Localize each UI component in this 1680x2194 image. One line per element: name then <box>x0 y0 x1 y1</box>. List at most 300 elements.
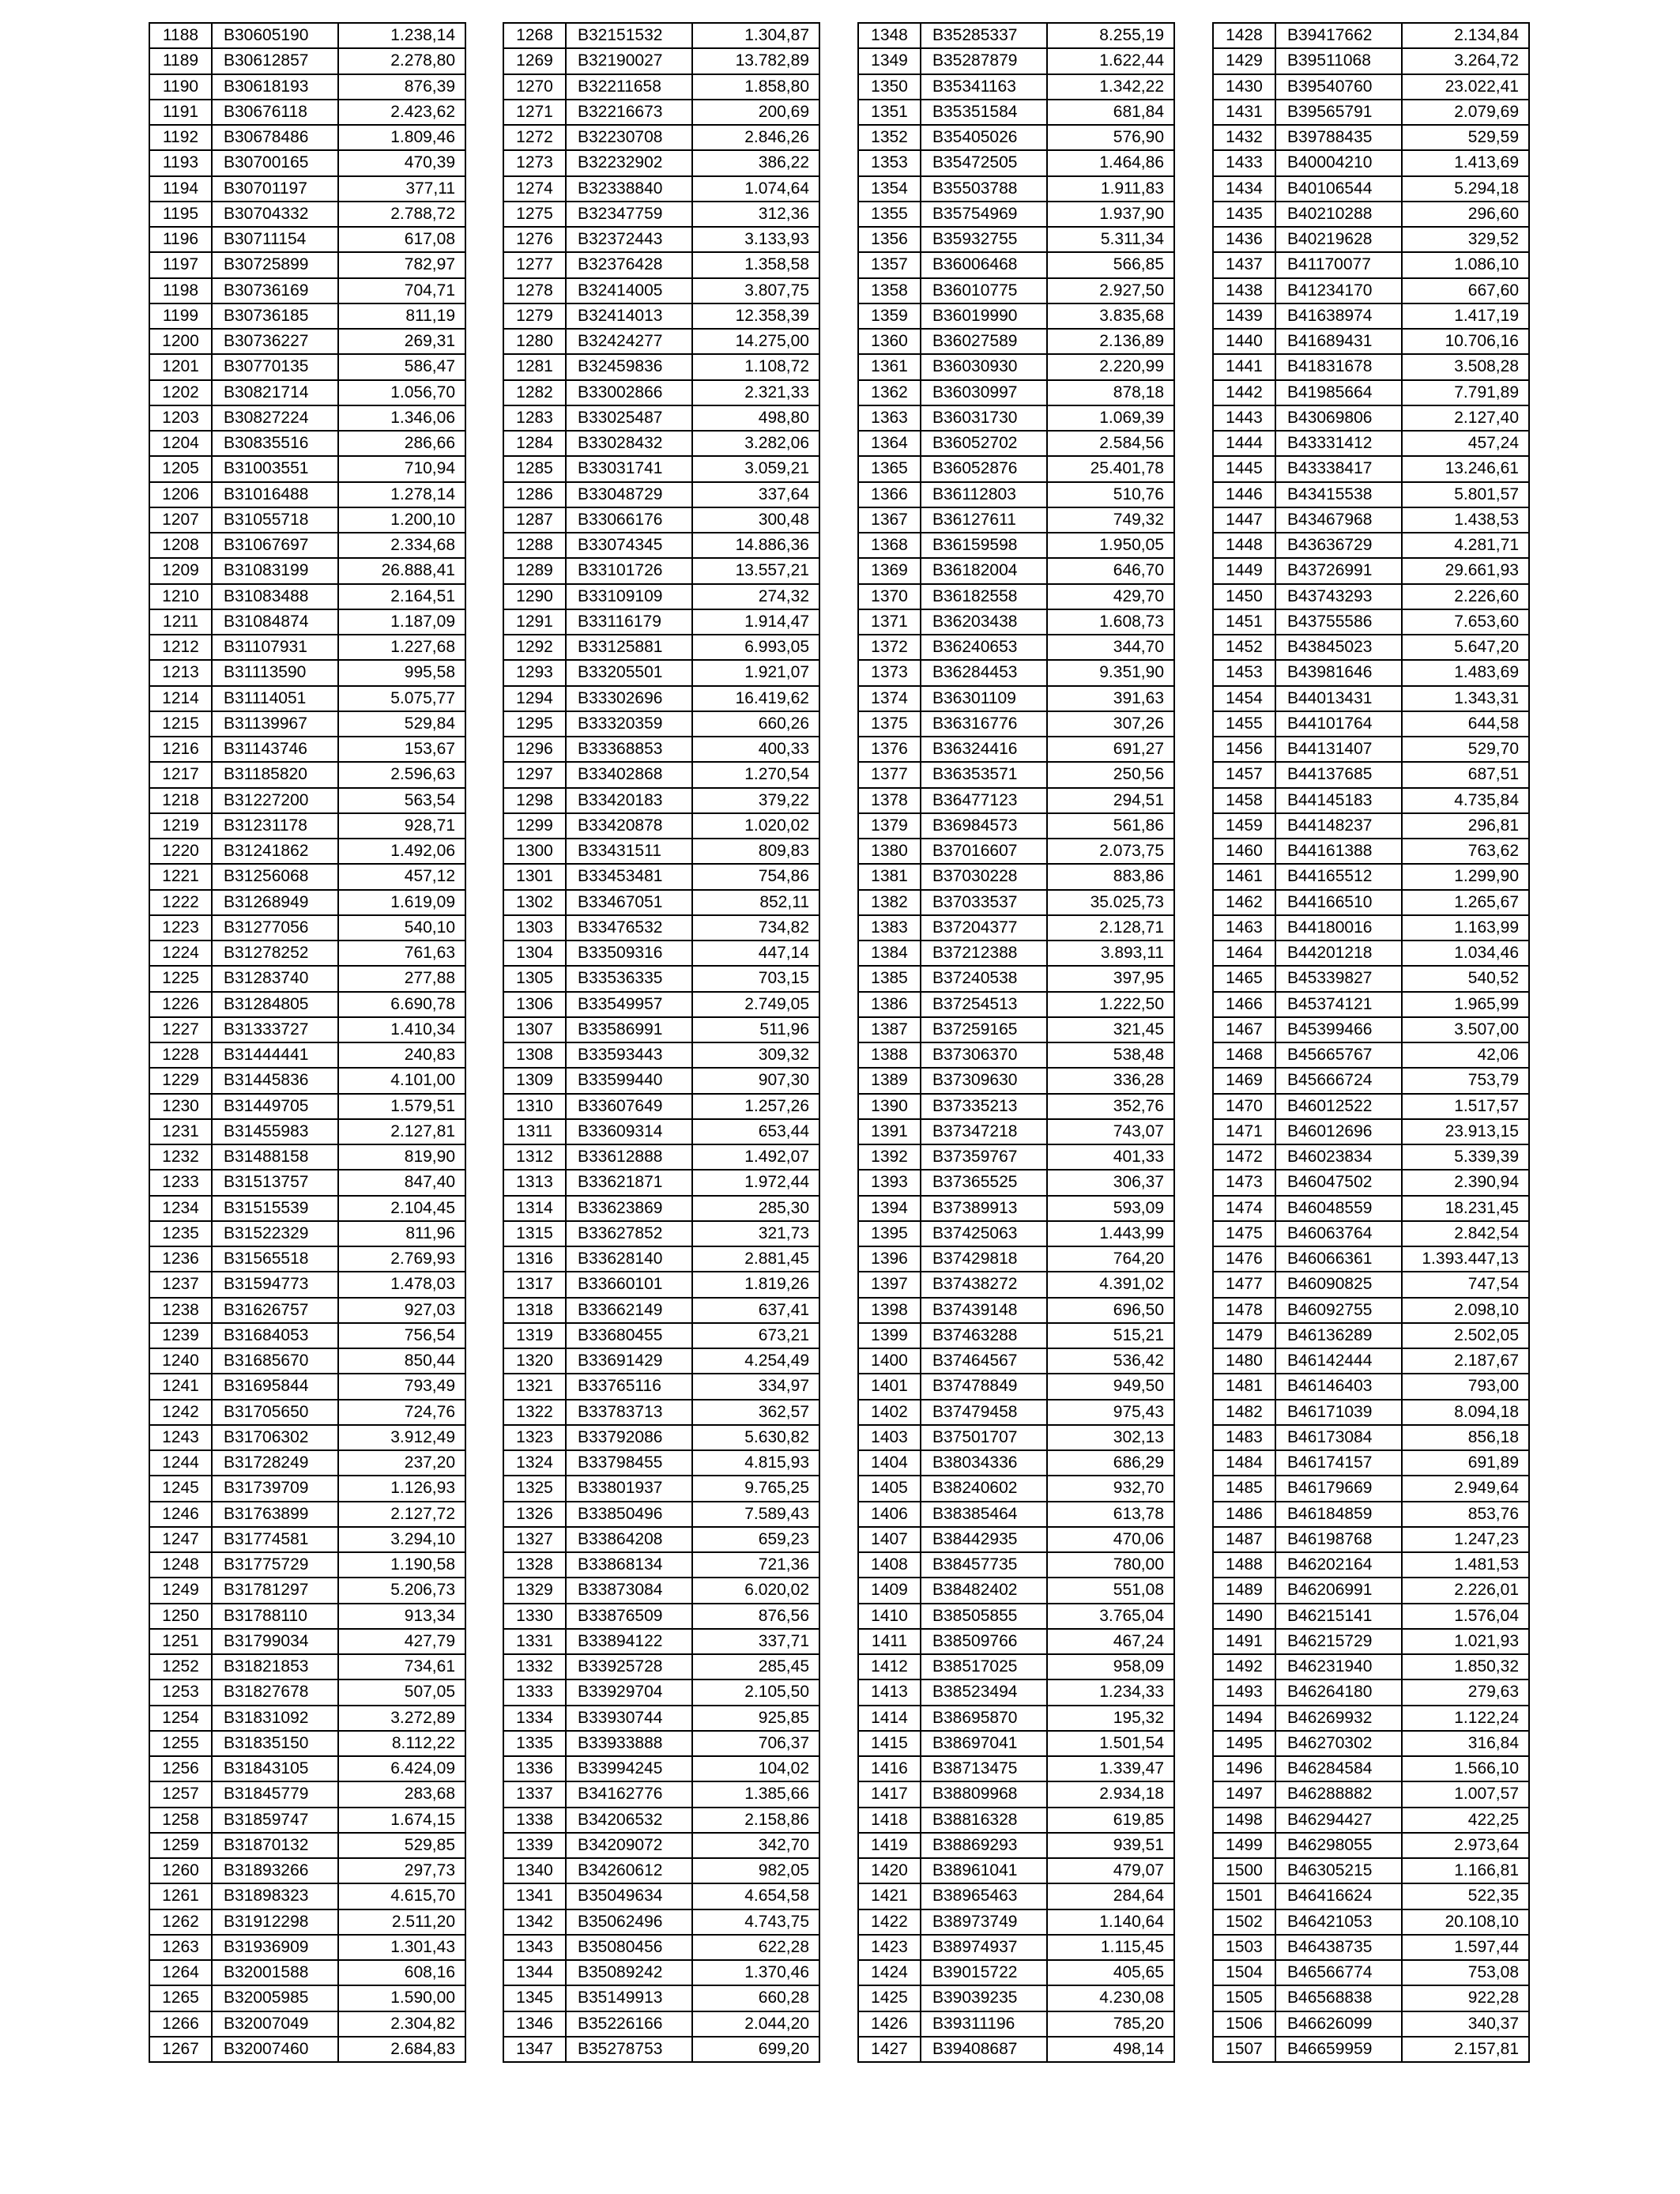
table-row <box>503 1604 819 1629</box>
table-row <box>1213 1400 1529 1425</box>
table-row <box>149 1298 465 1323</box>
code-cell: B32414005 <box>566 278 692 303</box>
code-cell: B37309630 <box>921 1068 1047 1093</box>
amount-cell: 1.257,26 <box>692 1094 819 1119</box>
amount-cell: 734,82 <box>692 915 819 941</box>
code-cell: B31284805 <box>212 992 338 1017</box>
amount-cell: 2.304,82 <box>338 2011 465 2037</box>
row-number: 1458 <box>1213 788 1275 813</box>
code-cell: B40210288 <box>1275 202 1402 227</box>
code-cell: B38442935 <box>921 1527 1047 1552</box>
row-number: 1201 <box>149 354 212 379</box>
code-cell: B37016607 <box>921 839 1047 864</box>
amount-cell: 14.275,00 <box>692 329 819 354</box>
code-cell: B33125881 <box>566 635 692 660</box>
table-row <box>503 762 819 787</box>
code-cell: B45339827 <box>1275 966 1402 991</box>
row-number: 1250 <box>149 1604 212 1629</box>
code-cell: B43069806 <box>1275 405 1402 431</box>
amount-cell: 498,14 <box>1047 2037 1174 2062</box>
table-row <box>503 1552 819 1578</box>
code-cell: B43415538 <box>1275 482 1402 507</box>
amount-cell: 18.231,45 <box>1402 1196 1529 1221</box>
code-cell: B31488158 <box>212 1144 338 1170</box>
table-row <box>858 1298 1174 1323</box>
table-row <box>503 1909 819 1935</box>
table-row <box>1213 1348 1529 1374</box>
amount-cell: 1.166,81 <box>1402 1858 1529 1883</box>
code-cell: B46048559 <box>1275 1196 1402 1221</box>
table-row <box>1213 23 1529 48</box>
code-cell: B38457735 <box>921 1552 1047 1578</box>
amount-cell: 284,64 <box>1047 1883 1174 1909</box>
amount-cell: 646,70 <box>1047 558 1174 583</box>
amount-cell: 13.557,21 <box>692 558 819 583</box>
amount-cell: 297,73 <box>338 1858 465 1883</box>
row-number: 1464 <box>1213 941 1275 966</box>
table-row <box>149 1883 465 1909</box>
code-cell: B31898323 <box>212 1883 338 1909</box>
amount-cell: 12.358,39 <box>692 303 819 329</box>
amount-cell: 1.342,22 <box>1047 74 1174 100</box>
code-cell: B35754969 <box>921 202 1047 227</box>
row-number: 1211 <box>149 609 212 635</box>
table-row <box>149 558 465 583</box>
table-row <box>1213 1298 1529 1323</box>
row-number: 1204 <box>149 431 212 456</box>
code-cell: B46215729 <box>1275 1629 1402 1654</box>
table-row <box>858 1781 1174 1807</box>
code-cell: B33402868 <box>566 762 692 787</box>
row-number: 1257 <box>149 1781 212 1807</box>
table-row <box>858 1833 1174 1858</box>
row-number: 1377 <box>858 762 921 787</box>
amount-cell: 563,54 <box>338 788 465 813</box>
table-row <box>149 1527 465 1552</box>
amount-cell: 576,90 <box>1047 125 1174 150</box>
row-number: 1454 <box>1213 686 1275 711</box>
code-cell: B44131407 <box>1275 737 1402 762</box>
table-row <box>1213 1985 1529 2011</box>
row-number: 1371 <box>858 609 921 635</box>
amount-cell: 1.126,93 <box>338 1476 465 1501</box>
row-number: 1313 <box>503 1170 566 1195</box>
code-cell: B36240653 <box>921 635 1047 660</box>
row-number: 1430 <box>1213 74 1275 100</box>
amount-cell: 1.438,53 <box>1402 507 1529 533</box>
code-cell: B36030930 <box>921 354 1047 379</box>
table-row <box>1213 1935 1529 1960</box>
code-cell: B32007049 <box>212 2011 338 2037</box>
table-row <box>858 1042 1174 1068</box>
table-row <box>1213 1629 1529 1654</box>
amount-cell: 4.654,58 <box>692 1883 819 1909</box>
row-number: 1442 <box>1213 380 1275 405</box>
row-number: 1293 <box>503 660 566 685</box>
table-row <box>1213 1221 1529 1246</box>
row-number: 1247 <box>149 1527 212 1552</box>
code-cell: B32216673 <box>566 100 692 125</box>
code-cell: B44148237 <box>1275 813 1402 839</box>
table-row <box>858 1374 1174 1399</box>
table-row <box>858 48 1174 74</box>
table-row <box>149 1909 465 1935</box>
table-row <box>1213 482 1529 507</box>
table-row <box>858 2037 1174 2062</box>
row-number: 1486 <box>1213 1502 1275 1527</box>
table-row <box>149 584 465 609</box>
row-number: 1477 <box>1213 1272 1275 1297</box>
table-row <box>503 1731 819 1756</box>
amount-cell: 2.842,54 <box>1402 1221 1529 1246</box>
code-cell: B36127611 <box>921 507 1047 533</box>
data-table <box>503 22 820 2063</box>
code-cell: B31522329 <box>212 1221 338 1246</box>
amount-cell: 2.220,99 <box>1047 354 1174 379</box>
code-cell: B38482402 <box>921 1578 1047 1603</box>
amount-cell: 1.914,47 <box>692 609 819 635</box>
table-row <box>149 74 465 100</box>
amount-cell: 5.206,73 <box>338 1578 465 1603</box>
code-cell: B33420183 <box>566 788 692 813</box>
amount-cell: 782,97 <box>338 252 465 277</box>
code-cell: B40106544 <box>1275 176 1402 202</box>
row-number: 1230 <box>149 1094 212 1119</box>
amount-cell: 754,86 <box>692 864 819 889</box>
code-cell: B31139967 <box>212 711 338 737</box>
amount-cell: 302,13 <box>1047 1425 1174 1450</box>
row-number: 1434 <box>1213 176 1275 202</box>
amount-cell: 561,86 <box>1047 813 1174 839</box>
amount-cell: 1.304,87 <box>692 23 819 48</box>
table-row <box>858 1960 1174 1985</box>
amount-cell: 2.278,80 <box>338 48 465 74</box>
row-number: 1349 <box>858 48 921 74</box>
row-number: 1424 <box>858 1960 921 1985</box>
code-cell: B33074345 <box>566 533 692 558</box>
row-number: 1317 <box>503 1272 566 1297</box>
code-cell: B31565518 <box>212 1246 338 1272</box>
amount-cell: 2.128,71 <box>1047 915 1174 941</box>
code-cell: B31728249 <box>212 1450 338 1476</box>
amount-cell: 23.022,41 <box>1402 74 1529 100</box>
row-number: 1291 <box>503 609 566 635</box>
row-number: 1312 <box>503 1144 566 1170</box>
row-number: 1292 <box>503 635 566 660</box>
code-cell: B38517025 <box>921 1654 1047 1679</box>
code-cell: B33607649 <box>566 1094 692 1119</box>
row-number: 1485 <box>1213 1476 1275 1501</box>
row-number: 1448 <box>1213 533 1275 558</box>
row-number: 1321 <box>503 1374 566 1399</box>
amount-cell: 336,28 <box>1047 1068 1174 1093</box>
row-number: 1270 <box>503 74 566 100</box>
row-number: 1438 <box>1213 278 1275 303</box>
amount-cell: 10.706,16 <box>1402 329 1529 354</box>
code-cell: B31799034 <box>212 1629 338 1654</box>
table-row <box>149 1119 465 1144</box>
row-number: 1246 <box>149 1502 212 1527</box>
row-number: 1206 <box>149 482 212 507</box>
row-number: 1360 <box>858 329 921 354</box>
table-row <box>1213 1272 1529 1297</box>
table-row <box>503 405 819 431</box>
amount-cell: 4.101,00 <box>338 1068 465 1093</box>
row-number: 1224 <box>149 941 212 966</box>
row-number: 1220 <box>149 839 212 864</box>
row-number: 1490 <box>1213 1604 1275 1629</box>
row-number: 1433 <box>1213 150 1275 175</box>
amount-cell: 1.122,24 <box>1402 1706 1529 1731</box>
amount-cell: 1.056,70 <box>338 380 465 405</box>
row-number: 1357 <box>858 252 921 277</box>
amount-cell: 660,26 <box>692 711 819 737</box>
code-cell: B37438272 <box>921 1272 1047 1297</box>
table-row <box>1213 1756 1529 1781</box>
amount-cell: 240,83 <box>338 1042 465 1068</box>
code-cell: B31055718 <box>212 507 338 533</box>
table-row <box>503 303 819 329</box>
code-cell: B31685670 <box>212 1348 338 1374</box>
amount-cell: 608,16 <box>338 1960 465 1985</box>
amount-cell: 2.949,64 <box>1402 1476 1529 1501</box>
table-row <box>858 1756 1174 1781</box>
code-cell: B35049634 <box>566 1883 692 1909</box>
amount-cell: 1.343,31 <box>1402 686 1529 711</box>
row-number: 1235 <box>149 1221 212 1246</box>
table-row <box>858 1985 1174 2011</box>
table-row <box>149 1552 465 1578</box>
table-block-1 <box>149 22 466 2063</box>
table-row <box>149 686 465 711</box>
row-number: 1231 <box>149 1119 212 1144</box>
row-number: 1456 <box>1213 737 1275 762</box>
table-row <box>503 941 819 966</box>
table-row <box>1213 660 1529 685</box>
amount-cell: 2.127,81 <box>338 1119 465 1144</box>
row-number: 1311 <box>503 1119 566 1144</box>
code-cell: B36052702 <box>921 431 1047 456</box>
table-row <box>149 1374 465 1399</box>
amount-cell: 8.112,22 <box>338 1731 465 1756</box>
table-row <box>149 788 465 813</box>
code-cell: B46012522 <box>1275 1094 1402 1119</box>
code-cell: B46202164 <box>1275 1552 1402 1578</box>
code-cell: B38809968 <box>921 1781 1047 1807</box>
code-cell: B31107931 <box>212 635 338 660</box>
table-row <box>858 100 1174 125</box>
table-row <box>1213 303 1529 329</box>
row-number: 1498 <box>1213 1808 1275 1833</box>
code-cell: B31513757 <box>212 1170 338 1195</box>
amount-cell: 5.647,20 <box>1402 635 1529 660</box>
table-row <box>503 788 819 813</box>
table-row <box>149 1323 465 1348</box>
table-row <box>149 405 465 431</box>
row-number: 1342 <box>503 1909 566 1935</box>
code-cell: B30835516 <box>212 431 338 456</box>
row-number: 1226 <box>149 992 212 1017</box>
amount-cell: 337,71 <box>692 1629 819 1654</box>
row-number: 1262 <box>149 1909 212 1935</box>
code-cell: B31283740 <box>212 966 338 991</box>
row-number: 1395 <box>858 1221 921 1246</box>
code-cell: B30821714 <box>212 380 338 405</box>
code-cell: B36324416 <box>921 737 1047 762</box>
table-row <box>149 1196 465 1221</box>
row-number: 1352 <box>858 125 921 150</box>
code-cell: B34260612 <box>566 1858 692 1883</box>
row-number: 1305 <box>503 966 566 991</box>
row-number: 1505 <box>1213 1985 1275 2011</box>
code-cell: B33536335 <box>566 966 692 991</box>
amount-cell: 1.576,04 <box>1402 1604 1529 1629</box>
amount-cell: 2.079,69 <box>1402 100 1529 125</box>
row-number: 1401 <box>858 1374 921 1399</box>
table-row <box>858 966 1174 991</box>
table-row <box>503 23 819 48</box>
code-cell: B37335213 <box>921 1094 1047 1119</box>
table-row <box>858 1527 1174 1552</box>
code-cell: B30736185 <box>212 303 338 329</box>
table-row <box>503 1858 819 1883</box>
code-cell: B46284584 <box>1275 1756 1402 1781</box>
table-row <box>858 915 1174 941</box>
row-number: 1432 <box>1213 125 1275 150</box>
row-number: 1378 <box>858 788 921 813</box>
row-number: 1435 <box>1213 202 1275 227</box>
table-row <box>1213 737 1529 762</box>
table-row <box>1213 1808 1529 1833</box>
code-cell: B31277056 <box>212 915 338 941</box>
row-number: 1272 <box>503 125 566 150</box>
amount-cell: 2.769,93 <box>338 1246 465 1272</box>
amount-cell: 397,95 <box>1047 966 1174 991</box>
table-row <box>1213 686 1529 711</box>
row-number: 1190 <box>149 74 212 100</box>
table-row <box>1213 558 1529 583</box>
code-cell: B39311196 <box>921 2011 1047 2037</box>
row-number: 1429 <box>1213 48 1275 74</box>
row-number: 1480 <box>1213 1348 1275 1374</box>
code-cell: B44145183 <box>1275 788 1402 813</box>
row-number: 1467 <box>1213 1017 1275 1042</box>
amount-cell: 1.393.447,13 <box>1402 1246 1529 1272</box>
code-cell: B46174157 <box>1275 1450 1402 1476</box>
row-number: 1331 <box>503 1629 566 1654</box>
code-cell: B31003551 <box>212 456 338 481</box>
code-cell: B33894122 <box>566 1629 692 1654</box>
code-cell: B33801937 <box>566 1476 692 1501</box>
row-number: 1391 <box>858 1119 921 1144</box>
code-cell: B39511068 <box>1275 48 1402 74</box>
amount-cell: 1.972,44 <box>692 1170 819 1195</box>
table-row <box>503 711 819 737</box>
data-table <box>149 22 466 2063</box>
amount-cell: 6.424,09 <box>338 1756 465 1781</box>
amount-cell: 932,70 <box>1047 1476 1174 1501</box>
table-row <box>149 1935 465 1960</box>
amount-cell: 422,25 <box>1402 1808 1529 1833</box>
code-cell: B39039235 <box>921 1985 1047 2011</box>
amount-cell: 2.134,84 <box>1402 23 1529 48</box>
amount-cell: 405,65 <box>1047 1960 1174 1985</box>
table-row <box>1213 1246 1529 1272</box>
code-cell: B38523494 <box>921 1679 1047 1705</box>
amount-cell: 1.608,73 <box>1047 609 1174 635</box>
amount-cell: 2.423,62 <box>338 100 465 125</box>
code-cell: B33205501 <box>566 660 692 685</box>
amount-cell: 4.281,71 <box>1402 533 1529 558</box>
table-row <box>503 1706 819 1731</box>
table-row <box>1213 1476 1529 1501</box>
amount-cell: 279,63 <box>1402 1679 1529 1705</box>
row-number: 1255 <box>149 1731 212 1756</box>
row-number: 1223 <box>149 915 212 941</box>
code-cell: B33765116 <box>566 1374 692 1399</box>
row-number: 1192 <box>149 125 212 150</box>
amount-cell: 699,20 <box>692 2037 819 2062</box>
row-number: 1368 <box>858 533 921 558</box>
code-cell: B37389913 <box>921 1196 1047 1221</box>
table-row <box>858 354 1174 379</box>
code-cell: B33612888 <box>566 1144 692 1170</box>
code-cell: B31594773 <box>212 1272 338 1297</box>
amount-cell: 1.858,80 <box>692 74 819 100</box>
table-row <box>503 864 819 889</box>
amount-cell: 811,96 <box>338 1221 465 1246</box>
row-number: 1381 <box>858 864 921 889</box>
amount-cell: 1.566,10 <box>1402 1756 1529 1781</box>
table-row <box>149 202 465 227</box>
amount-cell: 536,42 <box>1047 1348 1174 1374</box>
amount-cell: 878,18 <box>1047 380 1174 405</box>
amount-cell: 1.108,72 <box>692 354 819 379</box>
table-row <box>1213 1094 1529 1119</box>
code-cell: B33868134 <box>566 1552 692 1578</box>
code-cell: B46198768 <box>1275 1527 1402 1552</box>
table-row <box>149 864 465 889</box>
amount-cell: 811,19 <box>338 303 465 329</box>
table-row <box>503 839 819 864</box>
row-number: 1419 <box>858 1833 921 1858</box>
row-number: 1253 <box>149 1679 212 1705</box>
code-cell: B33109109 <box>566 584 692 609</box>
amount-cell: 2.846,26 <box>692 125 819 150</box>
row-number: 1341 <box>503 1883 566 1909</box>
table-block-2 <box>503 22 820 2063</box>
table-row <box>149 1578 465 1603</box>
row-number: 1384 <box>858 941 921 966</box>
row-number: 1322 <box>503 1400 566 1425</box>
row-number: 1440 <box>1213 329 1275 354</box>
code-cell: B35080456 <box>566 1935 692 1960</box>
amount-cell: 29.661,93 <box>1402 558 1529 583</box>
table-row <box>503 1196 819 1221</box>
code-cell: B30725899 <box>212 252 338 277</box>
amount-cell: 995,58 <box>338 660 465 685</box>
code-cell: B31333727 <box>212 1017 338 1042</box>
table-row <box>858 839 1174 864</box>
amount-cell: 5.339,39 <box>1402 1144 1529 1170</box>
row-number: 1422 <box>858 1909 921 1935</box>
amount-cell: 809,83 <box>692 839 819 864</box>
code-cell: B31449705 <box>212 1094 338 1119</box>
row-number: 1439 <box>1213 303 1275 329</box>
row-number: 1421 <box>858 1883 921 1909</box>
amount-cell: 42,06 <box>1402 1042 1529 1068</box>
code-cell: B37479458 <box>921 1400 1047 1425</box>
